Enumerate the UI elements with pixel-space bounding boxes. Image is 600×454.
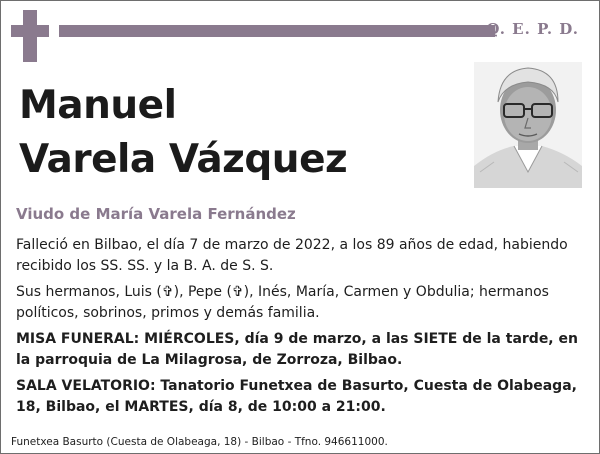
funeral-mass-paragraph: MISA FUNERAL: MIÉRCOLES, día 9 de marzo, a las SIETE de la tarde, en la parroquia de La Milagrosa, de Zorroza, Bilbao.: [16, 331, 578, 368]
header-rule: [59, 25, 495, 37]
wake-room-paragraph: SALA VELATORIO: Tanatorio Funetxea de Basurto, Cuesta de Olabeaga, 18, Bilbao, el MARTES, día 8, de 10:00 a 21:00.: [16, 378, 577, 415]
widower-subtitle: Viudo de María Varela Fernández: [16, 205, 296, 223]
deceased-name: [19, 79, 347, 187]
family-paragraph: Sus hermanos, Luis (✞), Pepe (✞), Inés, María, Carmen y Obdulia; hermanos políticos, sobrinos, primos y demás familia.: [16, 284, 549, 321]
name-first: Manuel: [19, 83, 177, 128]
qepd-label: Q. E. P. D.: [486, 20, 579, 38]
portrait-photo: [474, 62, 582, 188]
cross-icon-crossbar: [11, 25, 49, 37]
name-surnames: Varela Vázquez: [19, 137, 348, 182]
funeral-home-footer: Funetxea Basurto (Cuesta de Olabeaga, 18) - Bilbao - Tfno. 946611000.: [11, 436, 388, 448]
obituary-body: [16, 235, 588, 423]
portrait-image: [474, 62, 582, 188]
death-paragraph: Falleció en Bilbao, el día 7 de marzo de 2022, a los 89 años de edad, habiendo recibido los SS. SS. y la B. A. de S. S.: [16, 237, 568, 274]
